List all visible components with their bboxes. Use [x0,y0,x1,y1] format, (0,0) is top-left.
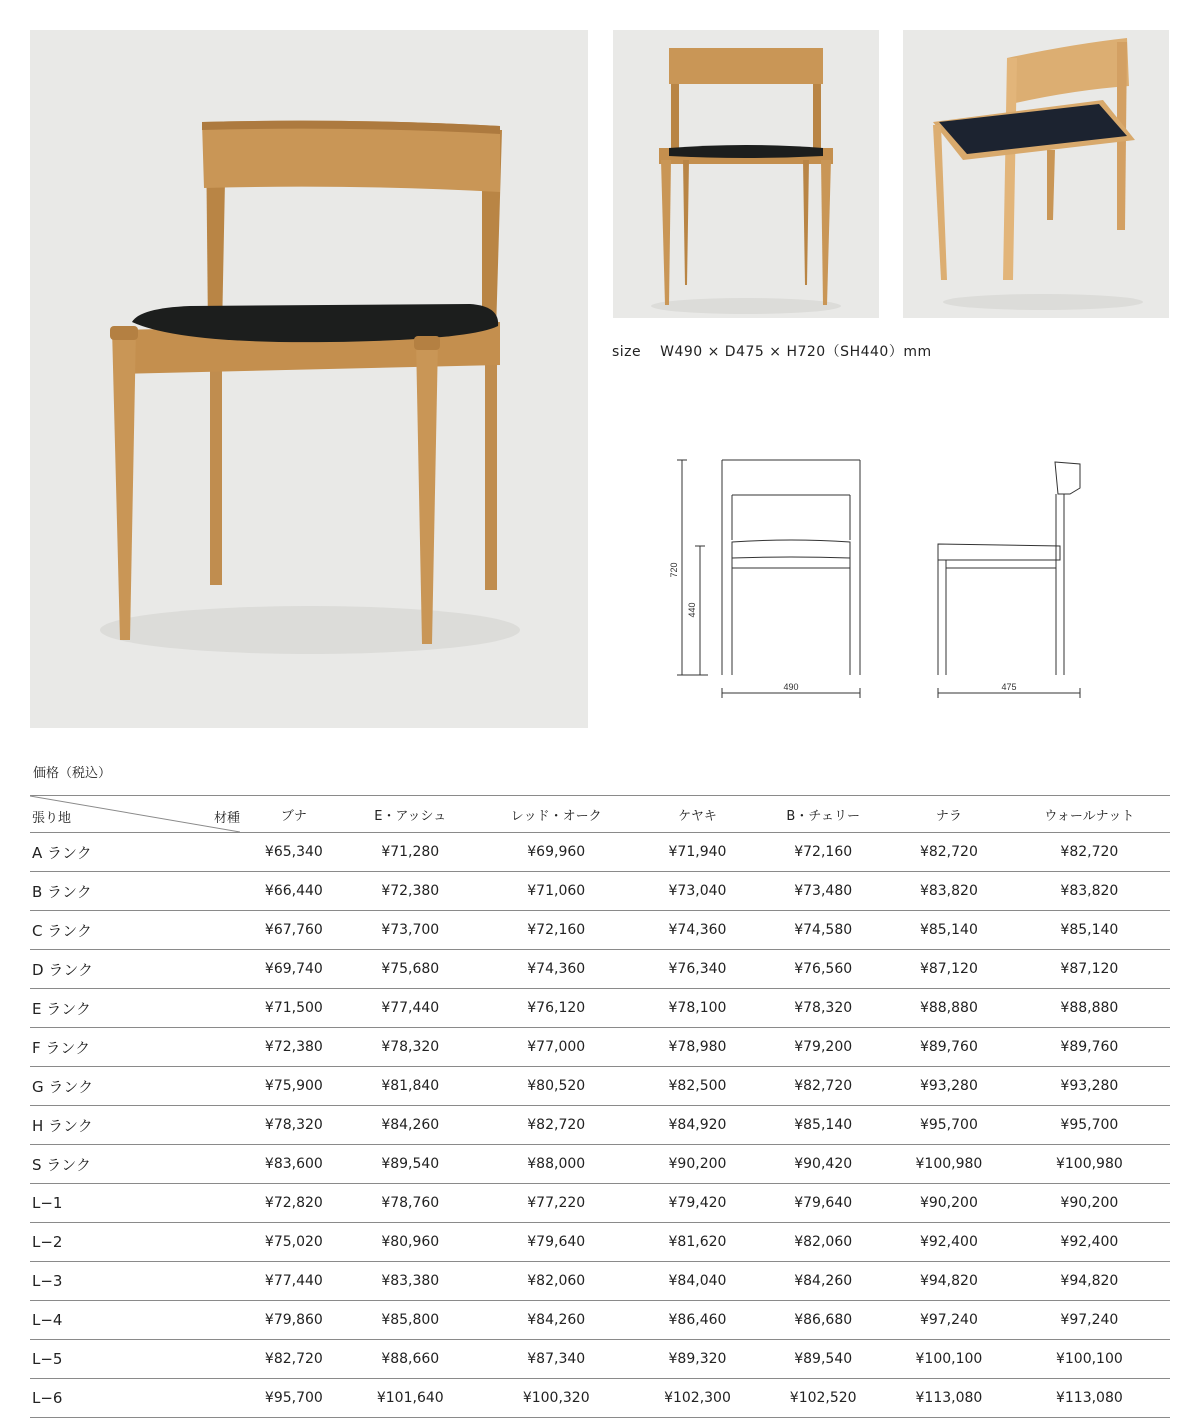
price-cell: ¥87,120 [1009,950,1170,989]
price-cell: ¥89,320 [638,1340,758,1379]
price-cell: ¥97,240 [1009,1301,1170,1340]
price-cell: ¥85,140 [1009,911,1170,950]
price-cell: ¥92,400 [1009,1223,1170,1262]
price-cell: ¥71,940 [638,833,758,872]
width-dimension-label: 490 [783,682,799,692]
price-cell: ¥71,500 [242,989,346,1028]
table-row [30,911,1170,950]
price-table-header-row [30,796,1170,833]
chair-three-quarter-illustration [30,30,588,728]
price-cell: ¥78,320 [242,1106,346,1145]
price-cell: ¥82,720 [475,1106,638,1145]
chair-main-photo [30,30,588,728]
price-cell: ¥78,100 [638,989,758,1028]
front-elevation [722,460,860,675]
price-cell: ¥89,760 [1009,1028,1170,1067]
price-cell: ¥65,340 [242,833,346,872]
rank-cell: F ランク [30,1028,242,1067]
rank-cell: L−5 [30,1340,242,1379]
price-cell: ¥97,240 [889,1301,1009,1340]
price-cell: ¥67,760 [242,911,346,950]
material-header: 材種 [213,811,240,826]
price-cell: ¥78,320 [346,1028,475,1067]
price-cell: ¥85,800 [346,1301,475,1340]
price-cell: ¥93,280 [889,1067,1009,1106]
price-cell: ¥71,280 [346,833,475,872]
table-row [30,1106,1170,1145]
price-cell: ¥88,880 [1009,989,1170,1028]
price-cell: ¥93,280 [1009,1067,1170,1106]
rank-cell: L−6 [30,1379,242,1418]
price-cell: ¥95,700 [242,1379,346,1418]
price-cell: ¥79,420 [638,1184,758,1223]
rank-cell: H ランク [30,1106,242,1145]
price-cell: ¥82,060 [475,1262,638,1301]
price-cell: ¥72,160 [475,911,638,950]
rank-cell: D ランク [30,950,242,989]
price-cell: ¥101,640 [346,1379,475,1418]
price-cell: ¥90,200 [889,1184,1009,1223]
price-cell: ¥100,100 [1009,1340,1170,1379]
price-cell: ¥88,880 [889,989,1009,1028]
price-cell: ¥74,360 [475,950,638,989]
price-cell: ¥81,620 [638,1223,758,1262]
table-row [30,1028,1170,1067]
price-cell: ¥76,120 [475,989,638,1028]
table-row [30,833,1170,872]
price-cell: ¥75,900 [242,1067,346,1106]
price-cell: ¥113,080 [1009,1379,1170,1418]
price-table [30,795,1170,1418]
price-cell: ¥82,720 [757,1067,889,1106]
price-cell: ¥78,320 [757,989,889,1028]
rank-cell: L−4 [30,1301,242,1340]
rank-cell: B ランク [30,872,242,911]
column-header: レッド・オーク [475,796,638,833]
table-row [30,1262,1170,1301]
price-cell: ¥72,160 [757,833,889,872]
price-cell: ¥80,520 [475,1067,638,1106]
price-cell: ¥75,680 [346,950,475,989]
price-cell: ¥76,560 [757,950,889,989]
table-row [30,1301,1170,1340]
column-header: E・アッシュ [346,796,475,833]
column-header: ケヤキ [638,796,758,833]
price-cell: ¥82,720 [1009,833,1170,872]
price-cell: ¥84,260 [346,1106,475,1145]
price-cell: ¥100,100 [889,1340,1009,1379]
price-cell: ¥80,960 [346,1223,475,1262]
side-elevation [938,462,1080,675]
price-cell: ¥89,540 [346,1145,475,1184]
price-cell: ¥77,000 [475,1028,638,1067]
size-value: W490 × D475 × H720（SH440）mm [660,344,932,360]
price-cell: ¥90,420 [757,1145,889,1184]
rank-cell: G ランク [30,1067,242,1106]
price-cell: ¥77,220 [475,1184,638,1223]
rank-cell: E ランク [30,989,242,1028]
price-cell: ¥84,260 [757,1262,889,1301]
price-cell: ¥79,640 [475,1223,638,1262]
price-cell: ¥69,740 [242,950,346,989]
price-cell: ¥100,320 [475,1379,638,1418]
price-cell: ¥75,020 [242,1223,346,1262]
price-cell: ¥79,200 [757,1028,889,1067]
price-cell: ¥82,500 [638,1067,758,1106]
price-cell: ¥78,980 [638,1028,758,1067]
price-cell: ¥82,060 [757,1223,889,1262]
price-cell: ¥86,460 [638,1301,758,1340]
price-cell: ¥76,340 [638,950,758,989]
price-cell: ¥88,000 [475,1145,638,1184]
price-cell: ¥72,380 [242,1028,346,1067]
price-cell: ¥92,400 [889,1223,1009,1262]
price-cell: ¥83,600 [242,1145,346,1184]
price-cell: ¥73,040 [638,872,758,911]
column-header: ブナ [242,796,346,833]
table-row [30,1379,1170,1418]
price-cell: ¥89,760 [889,1028,1009,1067]
table-row [30,1145,1170,1184]
chair-front-photo [613,30,879,318]
price-cell: ¥83,380 [346,1262,475,1301]
price-cell: ¥78,760 [346,1184,475,1223]
price-cell: ¥72,820 [242,1184,346,1223]
rank-cell: L−2 [30,1223,242,1262]
table-row [30,950,1170,989]
column-header: ナラ [889,796,1009,833]
table-row [30,989,1170,1028]
price-cell: ¥83,820 [1009,872,1170,911]
rank-cell: C ランク [30,911,242,950]
price-cell: ¥87,340 [475,1340,638,1379]
price-cell: ¥87,120 [889,950,1009,989]
dimension-drawing [660,450,1100,700]
price-cell: ¥73,700 [346,911,475,950]
price-cell: ¥81,840 [346,1067,475,1106]
price-cell: ¥74,580 [757,911,889,950]
depth-dimension-label: 475 [1001,682,1017,692]
price-cell: ¥69,960 [475,833,638,872]
price-cell: ¥95,700 [889,1106,1009,1145]
price-title: 価格（税込） [33,766,112,781]
price-cell: ¥90,200 [638,1145,758,1184]
price-cell: ¥85,140 [889,911,1009,950]
price-cell: ¥82,720 [889,833,1009,872]
price-cell: ¥66,440 [242,872,346,911]
rank-cell: L−3 [30,1262,242,1301]
price-cell: ¥89,540 [757,1340,889,1379]
seat-height-dimension-label: 440 [687,602,697,618]
table-row [30,1184,1170,1223]
price-cell: ¥79,860 [242,1301,346,1340]
price-cell: ¥77,440 [346,989,475,1028]
price-cell: ¥82,720 [242,1340,346,1379]
price-cell: ¥84,260 [475,1301,638,1340]
chair-back-photo [903,30,1169,318]
price-cell: ¥74,360 [638,911,758,950]
price-cell: ¥86,680 [757,1301,889,1340]
price-cell: ¥95,700 [1009,1106,1170,1145]
chair-back-illustration [903,30,1169,318]
table-row [30,1223,1170,1262]
price-cell: ¥84,040 [638,1262,758,1301]
height-dimension-label: 720 [669,562,679,578]
price-cell: ¥73,480 [757,872,889,911]
rank-cell: L−1 [30,1184,242,1223]
chair-front-illustration [613,30,879,318]
price-cell: ¥72,380 [346,872,475,911]
upholstery-header: 張り地 [32,811,72,826]
table-corner-header [30,796,242,833]
price-cell: ¥94,820 [1009,1262,1170,1301]
price-cell: ¥100,980 [889,1145,1009,1184]
table-row [30,1340,1170,1379]
column-header: B・チェリー [757,796,889,833]
price-cell: ¥88,660 [346,1340,475,1379]
price-cell: ¥113,080 [889,1379,1009,1418]
table-row [30,872,1170,911]
column-header: ウォールナット [1009,796,1170,833]
price-cell: ¥90,200 [1009,1184,1170,1223]
price-cell: ¥102,300 [638,1379,758,1418]
price-cell: ¥85,140 [757,1106,889,1145]
price-cell: ¥77,440 [242,1262,346,1301]
price-cell: ¥94,820 [889,1262,1009,1301]
table-row [30,1067,1170,1106]
rank-cell: S ランク [30,1145,242,1184]
price-cell: ¥100,980 [1009,1145,1170,1184]
price-cell: ¥79,640 [757,1184,889,1223]
size-specification [612,341,932,361]
size-label: size [612,344,642,360]
price-cell: ¥102,520 [757,1379,889,1418]
price-cell: ¥84,920 [638,1106,758,1145]
price-cell: ¥71,060 [475,872,638,911]
rank-cell: A ランク [30,833,242,872]
price-cell: ¥83,820 [889,872,1009,911]
